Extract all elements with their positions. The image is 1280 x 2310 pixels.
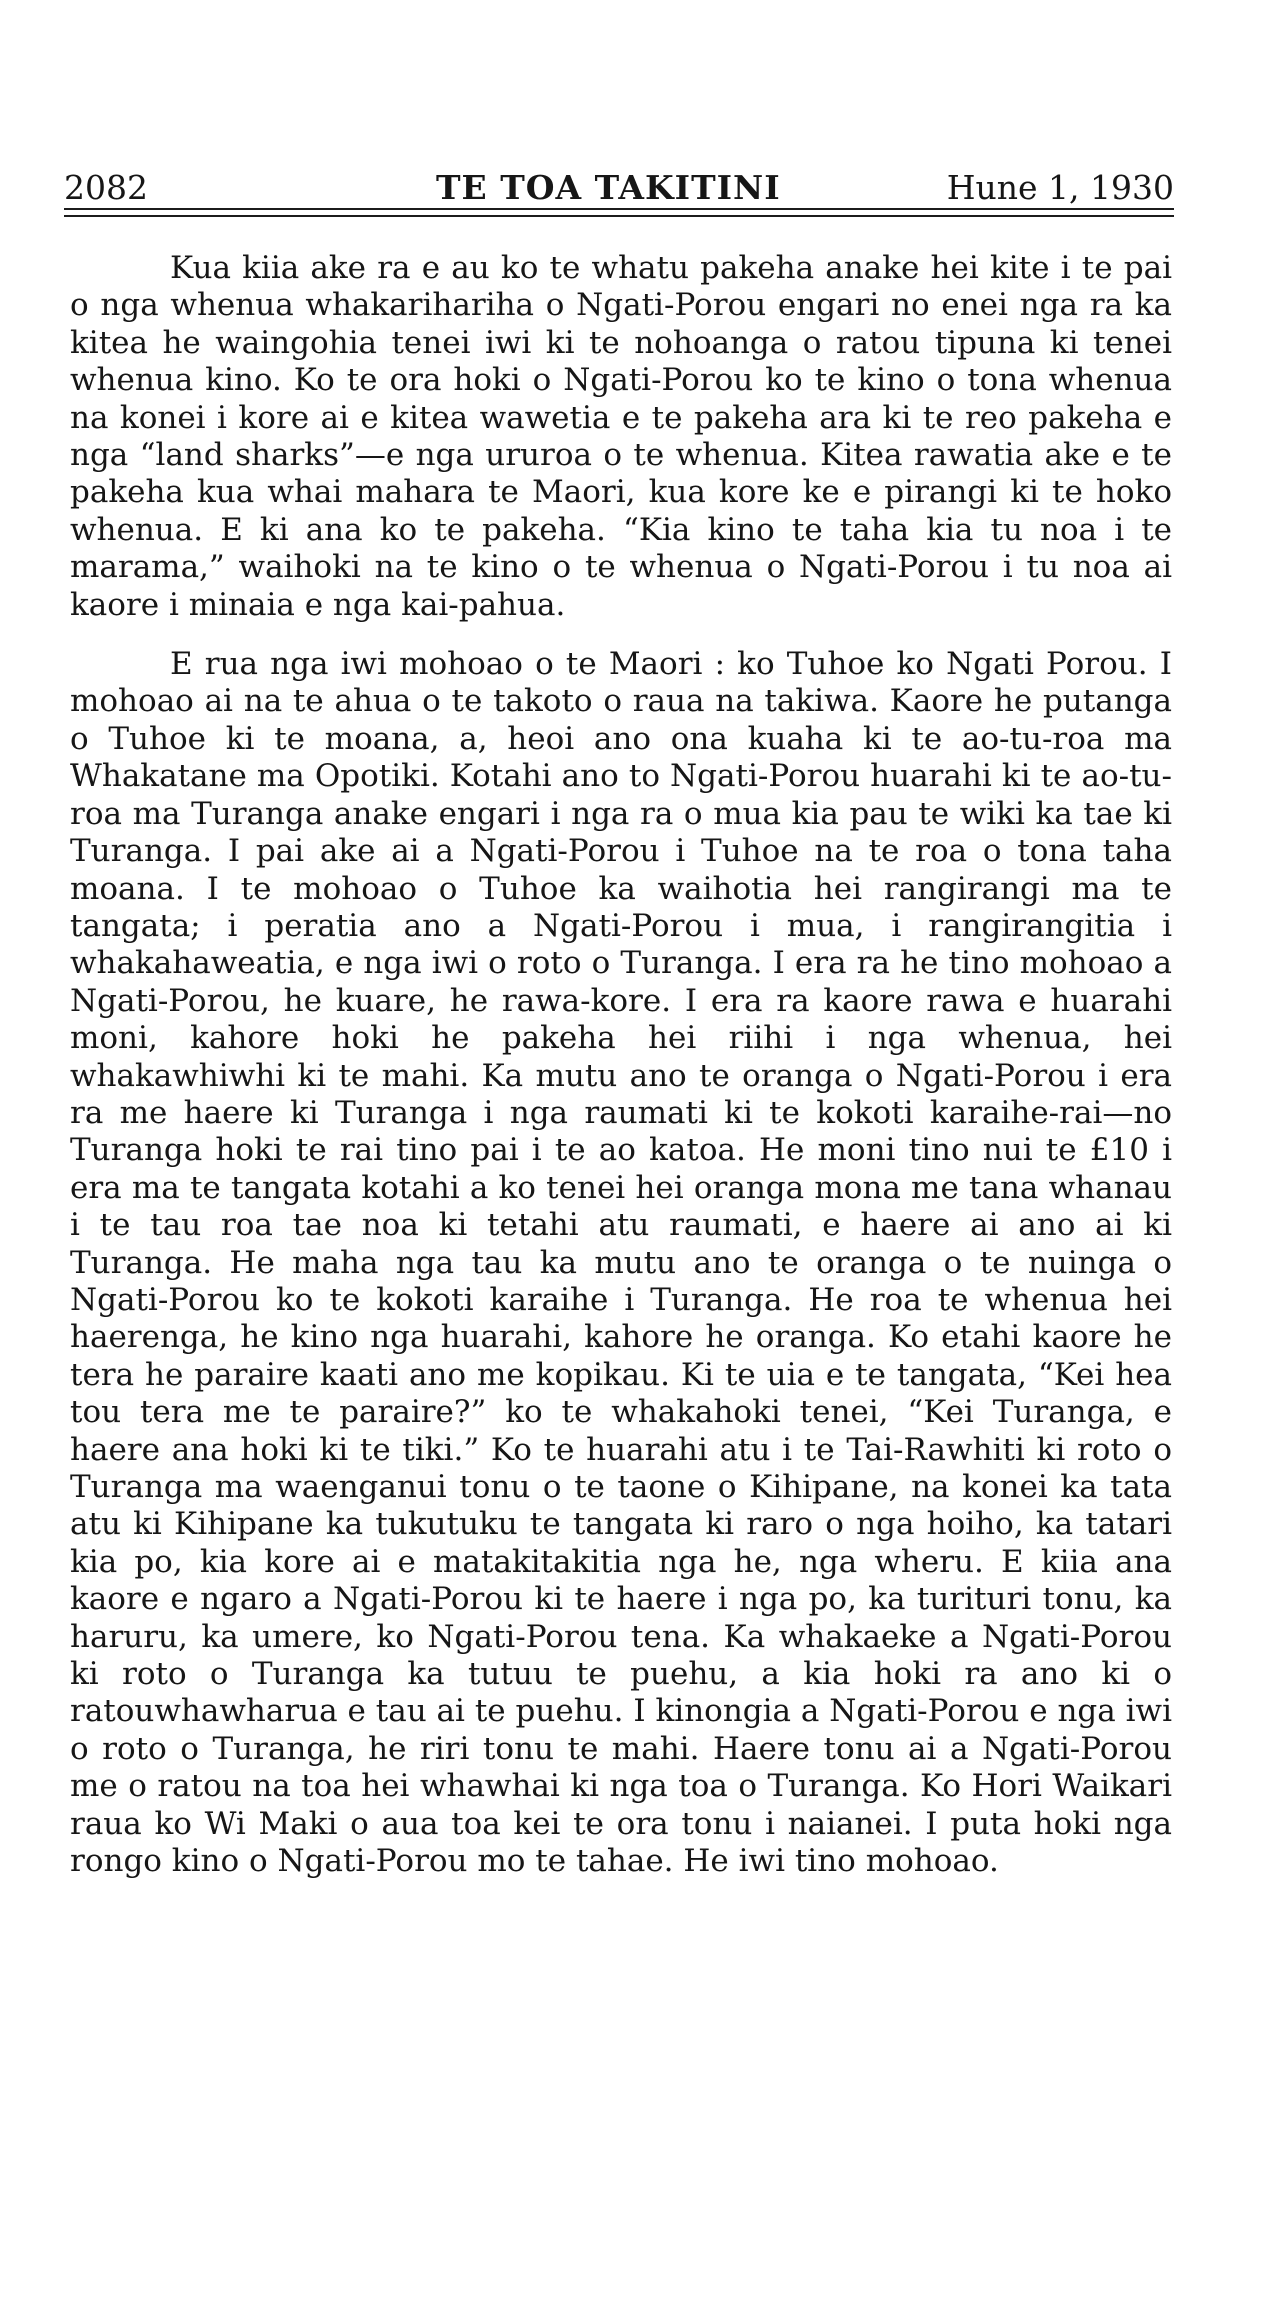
journal-title: TE TOA TAKITINI <box>436 168 781 207</box>
header-rule-bottom <box>64 215 1174 217</box>
paragraph-2: E rua nga iwi mohoao o te Maori : ko Tuhoe ko Ngati Porou. I mohoao ai na te ahua o te takoto o raua na takiwa. Kaore he putanga o Tuhoe ki te moana, a, heoi ano ona kuaha ki te ao-tu-roa ma Whakatane ma Opotiki. Kotahi ano to Ngati-Porou huarahi ki te ao-tu-roa ma Turanga anake engari i nga ra o mua kia pau te wiki ka tae ki Turanga. I pai ake ai a Ngati-Porou i Tuhoe na te roa o tona taha moana. I te mohoao o Tuhoe ka waihotia hei rangirangi ma te tangata; i peratia ano a Ngati-Porou i mua, i rangirangitia i whakahaweatia, e nga iwi o roto o Turanga. I era ra he tino mohoao a Ngati-Porou, he kuare, he rawa-kore. I era ra kaore rawa e huarahi moni, kahore hoki he pakeha hei riihi i nga whenua, hei whakawhiwhi ki te mahi. Ka mutu ano te oranga o Ngati-Porou i era ra me haere ki Turanga i nga raumati ki te kokoti karaihe-rai—no Turanga hoki te rai tino pai i te ao katoa. He moni tino nui te £10 i era ma te tangata kotahi a ko tenei hei oranga mona me tana whanau i te tau roa tae noa ki tetahi atu raumati, e haere ai ano ai ki Turanga. He maha nga tau ka mutu ano te oranga o te nuinga o Ngati-Porou ko te kokoti karaihe i Turanga. He roa te whenua hei haerenga, he kino nga huarahi, kahore he oranga. Ko etahi kaore he tera he paraire kaati ano me kopikau. Ki te uia e te tangata, “Kei hea tou tera me te paraire?” ko te whakahoki tenei, “Kei Turanga, e haere ana hoki ki te tiki.” Ko te huarahi atu i te Tai-Rawhiti ki roto o Turanga ma waenganui tonu o te taone o Kihipane, na konei ka tata atu ki Kihipane ka tukutuku te tangata ki raro o nga hoiho, ka tatari kia po, kia kore ai e matakitakitia nga he, nga wheru. E kiia ana kaore e ngaro a Ngati-Porou ki te haere i nga po, ka turituri tonu, ka haruru, ka umere, ko Ngati-Porou tena. Ka whakaeke a Ngati-Porou ki roto o Turanga ka tutuu te puehu, a kia hoki ra ano ki o ratouwhawharua e tau ai te puehu. I kinongia a Ngati-Porou e nga iwi o roto o Turanga, he riri tonu te mahi. Haere tonu ai a Ngati-Porou me o ratou na toa hei whawhai ki nga toa o Turanga. Ko Hori Waikari raua ko Wi Maki o aua toa kei te ora tonu i naianei. I puta hoki nga rongo kino o Ngati-Porou mo te tahae. He iwi tino mohoao. <box>70 646 1172 1880</box>
article-body <box>70 250 1172 1880</box>
header-rule-top <box>64 208 1174 210</box>
issue-date: Hune 1, 1930 <box>946 168 1174 207</box>
page-number: 2082 <box>64 168 148 207</box>
paragraph-1: Kua kiia ake ra e au ko te whatu pakeha anake hei kite i te pai o nga whenua whakarihariha o Ngati-Porou engari no enei nga ra ka kitea he waingohia tenei iwi ki te nohoanga o ratou tipuna ki tenei whenua kino. Ko te ora hoki o Ngati-Porou ko te kino o tona whenua na konei i kore ai e kitea wawetia e te pakeha ara ki te reo pakeha e nga “land sharks”—e nga ururoa o te whenua. Kitea rawatia ake e te pakeha kua whai mahara te Maori, kua kore ke e pirangi ki te hoko whenua. E ki ana ko te pakeha. “Kia kino te taha kia tu noa i te marama,” waihoki na te kino o te whenua o Ngati-Porou i tu noa ai kaore i minaia e nga kai-pahua. <box>70 250 1172 623</box>
